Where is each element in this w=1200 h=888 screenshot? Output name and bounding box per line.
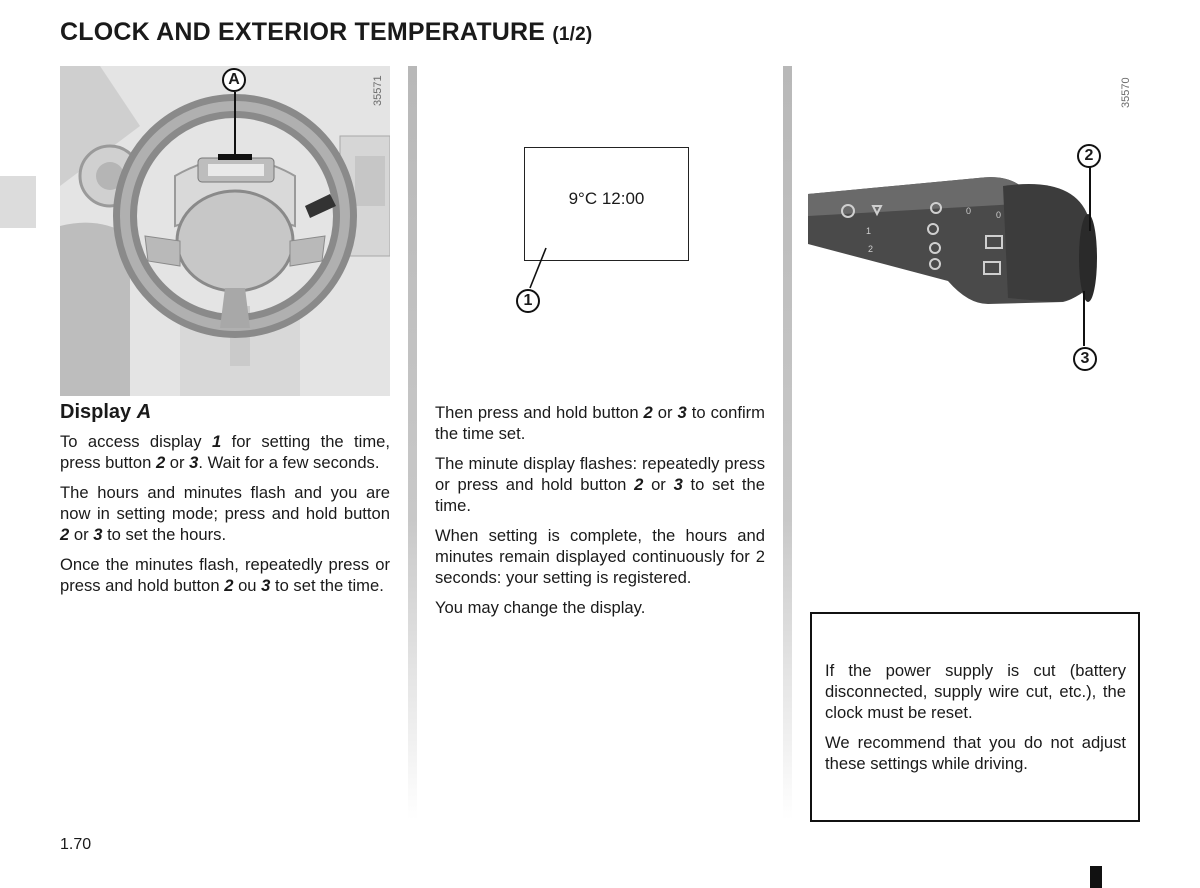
note-paragraph: If the power supply is cut (battery disconnected, supply wire cut, etc.), the clock must be reset. [825, 661, 1126, 722]
stalk-illustration [808, 66, 1148, 386]
callout-a: A [222, 68, 246, 92]
column-divider [783, 66, 792, 820]
paragraph: The hours and minutes flash and you are now in setting mode; press and hold button 2 or 3 to set the hours. [60, 483, 390, 544]
paragraph: You may change the display. [435, 598, 646, 617]
section-heading: Display A [60, 401, 152, 423]
figure-ref-number: 35571 [372, 75, 384, 106]
paragraph: Once the minutes flash, repeatedly press or press and hold button 2 ou 3 to set the time. [60, 555, 390, 595]
section-tab [0, 176, 36, 228]
column-1-text [60, 402, 390, 605]
column-divider [408, 66, 417, 820]
callout-3: 3 [1073, 347, 1097, 371]
note-box [810, 612, 1140, 822]
figure-ref-number: 35570 [1120, 77, 1132, 108]
svg-text:2: 2 [868, 244, 874, 254]
svg-text:0: 0 [966, 206, 972, 216]
paragraph: The minute display flashes: repeatedly press or press and hold button 2 or 3 to set the time. [435, 454, 765, 515]
page-number: 1.70 [60, 836, 92, 853]
page-title: CLOCK AND EXTERIOR TEMPERATURE (1/2) [60, 18, 593, 46]
svg-text:1: 1 [866, 226, 872, 236]
paragraph: Then press and hold button 2 or 3 to confirm the time set. [435, 403, 765, 443]
paragraph: To access display 1 for setting the time, press button 2 or 3. Wait for a few seconds. [60, 432, 390, 472]
note-paragraph: We recommend that you do not adjust these settings while driving. [825, 733, 1126, 773]
dashboard-illustration [60, 66, 390, 396]
corner-mark [1090, 866, 1102, 888]
callout-2: 2 [1077, 144, 1101, 168]
callout-1: 1 [516, 289, 540, 313]
display-readout: 9°C 12:00 [568, 189, 645, 208]
control-stalk-drawing [808, 66, 1148, 386]
svg-text:0: 0 [996, 210, 1002, 220]
paragraph: When setting is complete, the hours and minutes remain displayed continuously for 2 seconds: your setting is registered. [435, 526, 765, 587]
steering-wheel-drawing [60, 66, 390, 396]
column-2-text [435, 402, 765, 627]
